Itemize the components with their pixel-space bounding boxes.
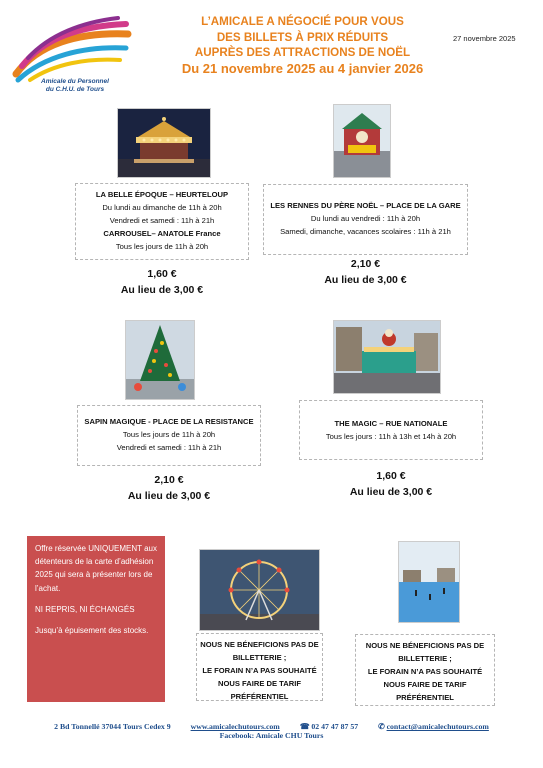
no-ticketing-box-right xyxy=(355,634,495,706)
attraction-box-sapin xyxy=(77,405,261,466)
attraction-name: LA BELLE ÉPOQUE – HEURTELOUP xyxy=(95,190,229,199)
reindeer-photo xyxy=(333,104,391,178)
notice-no-exchange: NI REPRIS, NI ÉCHANGÉS xyxy=(35,604,135,614)
reduced-price: 1,60 € xyxy=(147,268,177,280)
attraction-name: LES RENNES DU PÈRE NOËL – PLACE DE LA GARE xyxy=(270,201,461,210)
footer-address: 2 Bd Tonnellé 37044 Tours Cedex 9 xyxy=(54,722,171,731)
title-line: DES BILLETS À PRIX RÉDUITS xyxy=(216,30,389,44)
no-ticketing-line: NOUS NE BÉNEFICIONS PAS DE BILLETTERIE ; xyxy=(365,641,485,663)
no-ticketing-box-left xyxy=(196,633,323,701)
attraction-box-magic xyxy=(299,400,483,460)
reduced-price: 2,10 € xyxy=(350,258,381,270)
footer xyxy=(0,722,543,740)
magic-photo xyxy=(333,320,441,394)
price-block xyxy=(263,256,468,288)
price-block xyxy=(299,468,483,500)
title-line: L’AMICALE A NÉGOCIÉ POUR VOUS xyxy=(201,15,404,28)
title-line: AUPRÈS DES ATTRACTIONS DE NOËL xyxy=(194,46,411,59)
reduced-price: 1,60 € xyxy=(376,470,406,482)
original-price: Au lieu de 3,00 € xyxy=(127,490,211,502)
attraction-hours: Tous les jours de 11h à 20h xyxy=(122,430,216,439)
attraction-hours: Samedi, dimanche, vacances scolaires : 11h à 21h xyxy=(280,227,451,236)
tree-photo xyxy=(125,320,195,400)
notice-box xyxy=(27,536,165,702)
no-ticketing-line: LE FORAIN N’A PAS SOUHAITÉ NOUS FAIRE DE TARIF PRÉFÉRENTIEL xyxy=(202,666,317,701)
attraction-hours: Du lundi au vendredi : 11h à 20h xyxy=(310,214,421,223)
attraction-name: SAPIN MAGIQUE - PLACE DE LA RESISTANCE xyxy=(84,417,254,426)
attraction-box-belle-epoque xyxy=(75,183,249,260)
original-price: Au lieu de 3,00 € xyxy=(349,486,433,498)
title-dates: Du 21 novembre 2025 au 4 janvier 2026 xyxy=(181,60,424,76)
document-date: 27 novembre 2025 xyxy=(453,34,516,43)
email-icon: ✆ xyxy=(378,722,385,731)
attraction-hours: Vendredi et samedi : 11h à 21h xyxy=(116,443,222,452)
original-price: Au lieu de 3,00 € xyxy=(120,284,204,296)
footer-facebook: Facebook: Amicale CHU Tours xyxy=(219,731,324,740)
price-block xyxy=(77,472,261,504)
price-block xyxy=(75,266,249,298)
footer-phone: ☎ 02 47 47 87 57 xyxy=(299,722,359,731)
attraction-name: THE MAGIC – RUE NATIONALE xyxy=(334,419,448,428)
notice-stock: Jusqu’à épuisement des stocks. xyxy=(35,626,149,636)
ice-rink-photo xyxy=(398,541,460,623)
reduced-price: 2,10 € xyxy=(154,474,184,486)
website-link[interactable]: www.amicalechutours.com xyxy=(190,722,280,731)
carousel-photo xyxy=(117,108,211,178)
page-title xyxy=(170,14,435,76)
attraction-hours: Vendredi et samedi : 11h à 21h xyxy=(109,216,215,225)
attraction-hours: Tous les jours : 11h à 13h et 14h à 20h xyxy=(325,432,457,441)
notice-text: Offre réservée UNIQUEMENT aux détenteurs de la carte d’adhésion 2025 qui sera à présenter lors de l’achat. xyxy=(35,544,157,593)
logo-caption: Amicale du Personnel du C.H.U. de Tours xyxy=(41,78,109,93)
email-link[interactable]: contact@amicalechutours.com xyxy=(386,722,489,731)
attraction-hours: Tous les jours de 11h à 20h xyxy=(115,242,209,251)
no-ticketing-line: NOUS NE BÉNEFICIONS PAS DE BILLETTERIE ; xyxy=(200,640,319,662)
no-ticketing-line: LE FORAIN N’A PAS SOUHAITÉ NOUS FAIRE DE TARIF PRÉFÉRENTIEL xyxy=(367,667,483,702)
attraction-hours: Du lundi au dimanche de 11h à 20h xyxy=(102,203,222,212)
attraction-box-rennes xyxy=(263,184,468,255)
attraction-name: CARROUSEL– ANATOLE France xyxy=(103,229,221,238)
ferris-wheel-photo xyxy=(199,549,320,631)
original-price: Au lieu de 3,00 € xyxy=(324,274,407,286)
